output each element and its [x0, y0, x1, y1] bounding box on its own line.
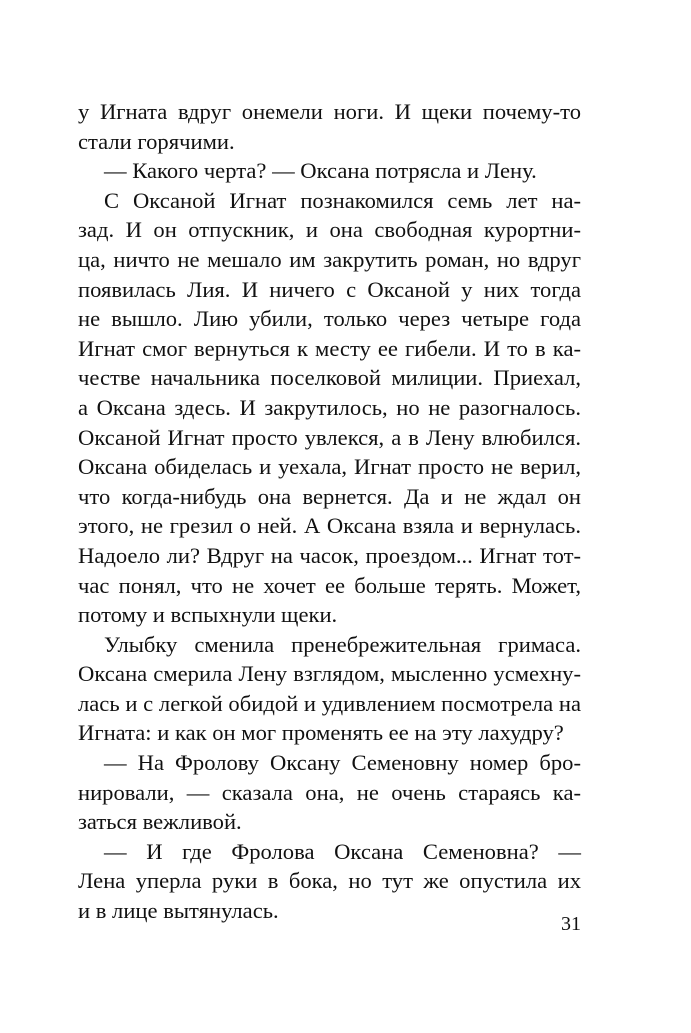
text-line: Оксаной Игнат просто увлекся, а в Лену влюбился. — [78, 424, 581, 450]
text-line: лась и с легкой обидой и удивлением посмотрела на — [78, 690, 581, 716]
text-line: Лена уперла руки в бока, но тут же опустила их — [78, 868, 581, 894]
text-line: и в лице вытянулась. — [78, 898, 279, 924]
text-line: — Какого черта? — Оксана потрясла и Лену. — [104, 158, 537, 184]
body-text — [78, 97, 581, 926]
text-line: заться вежливой. — [78, 809, 242, 835]
text-line: час понял, что не хочет ее больше терять. Может, — [78, 572, 581, 598]
text-line: потому и вспыхнули щеки. — [78, 602, 338, 628]
text-line: Улыбку сменила пренебрежительная гримаса. — [104, 631, 581, 657]
text-line: Оксана смерила Лену взглядом, мысленно усмехну- — [78, 661, 581, 687]
text-line: ца, ничто не мешало им закрутить роман, но вдруг — [78, 246, 581, 272]
text-line: появилась Лия. И ничего с Оксаной у них тогда — [78, 276, 581, 302]
text-line: честве начальника поселковой милиции. Приехал, — [78, 365, 581, 391]
text-line: — И где Фролова Оксана Семеновна? — — [104, 838, 581, 864]
text-line: не вышло. Лию убили, только через четыре года — [78, 306, 581, 332]
text-line: что когда-нибудь она вернется. Да и не ждал он — [78, 483, 581, 509]
text-line: Надоело ли? Вдруг на часок, проездом... Игнат тот- — [78, 542, 581, 568]
text-line: нировали, — сказала она, не очень стараясь ка- — [78, 779, 581, 805]
text-line: С Оксаной Игнат познакомился семь лет на- — [104, 187, 581, 213]
text-line: — На Фролову Оксану Семеновну номер бро- — [104, 750, 581, 776]
text-line: Игната: и как он мог променять ее на эту лахудру? — [78, 720, 564, 746]
text-line: зад. И он отпускник, и она свободная курортни- — [78, 217, 581, 243]
text-line: Оксана обиделась и уехала, Игнат просто не верил, — [78, 454, 581, 480]
text-line: этого, не грезил о ней. А Оксана взяла и вернулась. — [78, 513, 581, 539]
text-line: у Игната вдруг онемели ноги. И щеки почему-то — [78, 99, 581, 124]
text-line: Игнат смог вернуться к месту ее гибели. И то в ка- — [78, 335, 581, 361]
text-line: а Оксана здесь. И закрутилось, но не разогналось. — [78, 394, 581, 420]
text-line: стали горячими. — [78, 128, 235, 154]
page-number: 31 — [561, 913, 581, 935]
